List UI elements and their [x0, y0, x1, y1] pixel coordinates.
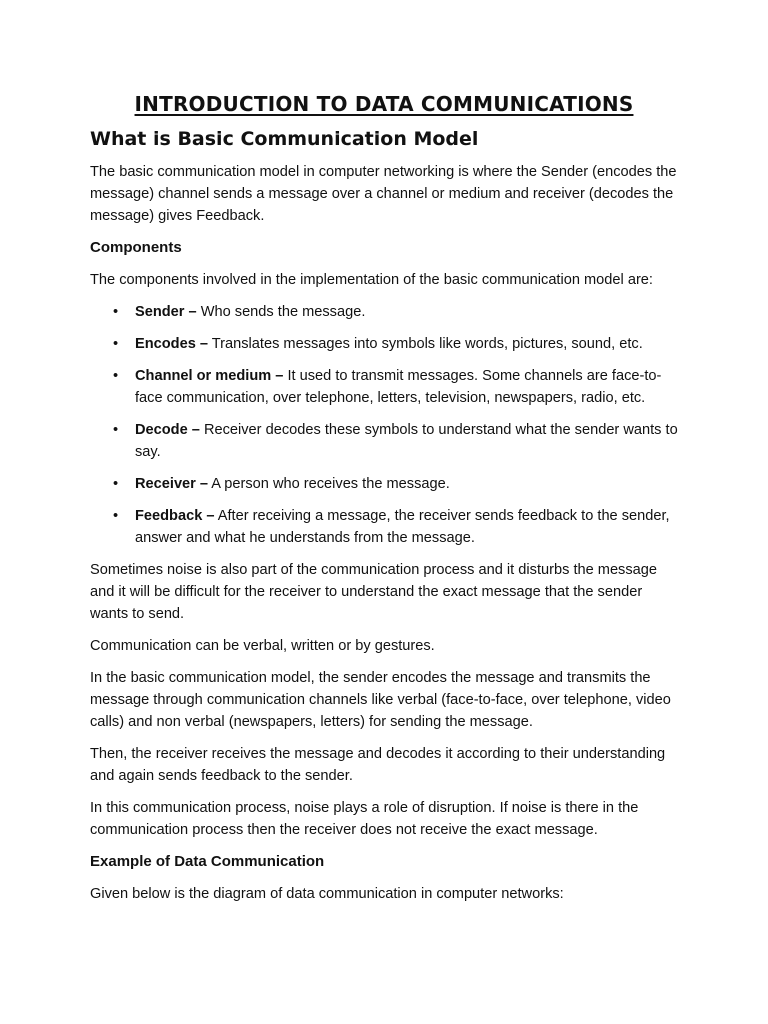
list-item-term: Receiver – [135, 476, 209, 492]
model-paragraph: In the basic communication model, the sender encodes the message and transmits the message through communication channels like verbal (face-to-face, over telephone, video calls) and non verbal (newspapers, letters) for sending the message. [90, 670, 671, 730]
list-item-sender [135, 301, 678, 323]
components-intro: The components involved in the implementation of the basic communication model are: [90, 272, 653, 288]
list-item-encodes [135, 333, 678, 355]
document-title: INTRODUCTION TO DATA COMMUNICATIONS [134, 92, 634, 116]
list-item-term: Feedback – [135, 508, 215, 524]
types-paragraph: Communication can be verbal, written or by gestures. [90, 638, 435, 654]
intro-paragraph: The basic communication model in computer networking is where the Sender (encodes the message) channel sends a message over a channel or medium and receiver (decodes the message) gives Feedback. [90, 164, 677, 224]
list-item-desc: Translates messages into symbols like words, pictures, sound, etc. [208, 336, 643, 352]
components-list [90, 301, 678, 549]
list-item-desc: Receiver decodes these symbols to understand what the sender wants to say. [135, 422, 678, 460]
list-item-decode [135, 419, 678, 463]
list-item-channel [135, 365, 678, 409]
list-item-term: Encodes – [135, 336, 208, 352]
noise-paragraph: Sometimes noise is also part of the communication process and it disturbs the message and it will be difficult for the receiver to understand the exact message that the sender wants to send. [90, 562, 657, 622]
list-item-term: Decode – [135, 422, 200, 438]
components-heading: Components [90, 239, 182, 256]
section-heading: What is Basic Communication Model [90, 128, 479, 150]
list-item-term: Channel or medium – [135, 368, 284, 384]
list-item-desc: It used to transmit messages. Some channels are face-to-face communication, over telephone, letters, television, newspapers, radio, etc. [135, 368, 662, 406]
example-intro: Given below is the diagram of data communication in computer networks: [90, 886, 564, 902]
list-item-term: Sender – [135, 304, 197, 320]
disruption-paragraph: In this communication process, noise plays a role of disruption. If noise is there in the communication process then the receiver does not receive the exact message. [90, 800, 639, 838]
list-item-desc: A person who receives the message. [208, 476, 450, 492]
list-item-feedback [135, 505, 678, 549]
list-item-desc: After receiving a message, the receiver sends feedback to the sender, answer and what he understands from the message. [135, 508, 670, 546]
list-item-receiver [135, 473, 678, 495]
list-item-desc: Who sends the message. [196, 304, 366, 320]
receiver-paragraph: Then, the receiver receives the message and decodes it according to their understanding and again sends feedback to the sender. [90, 746, 666, 784]
example-heading: Example of Data Communication [90, 853, 325, 870]
